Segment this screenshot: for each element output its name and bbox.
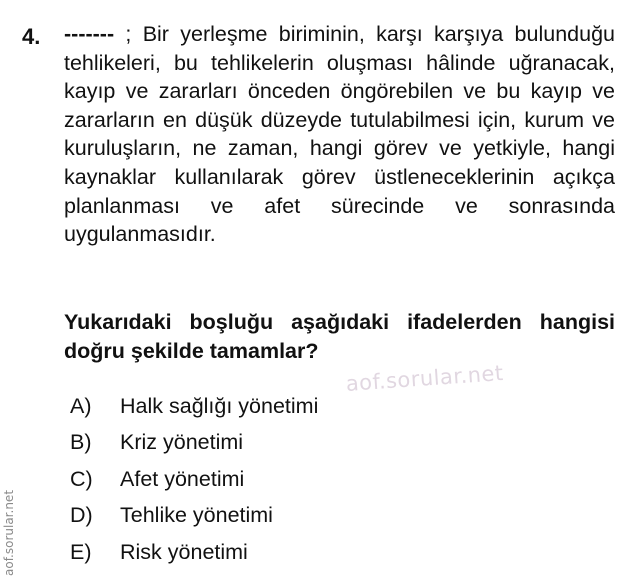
option-text: Halk sağlığı yönetimi <box>120 393 319 418</box>
question-prompt: Yukarıdaki boşluğu aşağıdaki ifadelerden hangisi doğru şekilde tamamlar? <box>64 310 615 363</box>
option-b[interactable] <box>70 425 318 462</box>
option-text: Risk yönetimi <box>120 539 248 564</box>
question-blank: ------- <box>64 22 115 46</box>
option-c[interactable] <box>70 461 318 498</box>
option-text: Afet yönetimi <box>120 466 245 491</box>
watermark-side: aof.sorular.net <box>2 489 16 576</box>
question-number: 4. <box>22 24 41 49</box>
option-letter: E) <box>70 539 92 564</box>
option-letter: A) <box>70 393 92 418</box>
answer-options <box>70 388 318 571</box>
option-letter: C) <box>70 466 93 491</box>
option-a[interactable] <box>70 388 318 425</box>
option-text: Tehlike yönetimi <box>120 503 273 528</box>
option-e[interactable] <box>70 534 318 571</box>
watermark-center: aof.sorular.net <box>345 360 505 396</box>
option-text: Kriz yönetimi <box>120 430 244 455</box>
option-d[interactable] <box>70 498 318 535</box>
option-letter: B) <box>70 430 92 455</box>
option-letter: D) <box>70 503 93 528</box>
question-stem-text: ; Bir yerleşme biriminin, karşı karşıya bulunduğu tehlikeleri, bu tehlikelerin oluşması hâlinde uğranacak, kayıp ve zararları önceden öngörebilen ve bu kayıp ve zararların en düşük düzeyde tutulabilmesi için, kurum ve kuruluşların, ne zaman, hangi görev ve yetkiyle, hangi kaynaklar kullanılarak görev üstleneceklerinin açıkça planlanması ve afet sürecinde ve sonrasında uygulanmasıdır. <box>64 22 615 247</box>
question-stem <box>64 20 615 249</box>
